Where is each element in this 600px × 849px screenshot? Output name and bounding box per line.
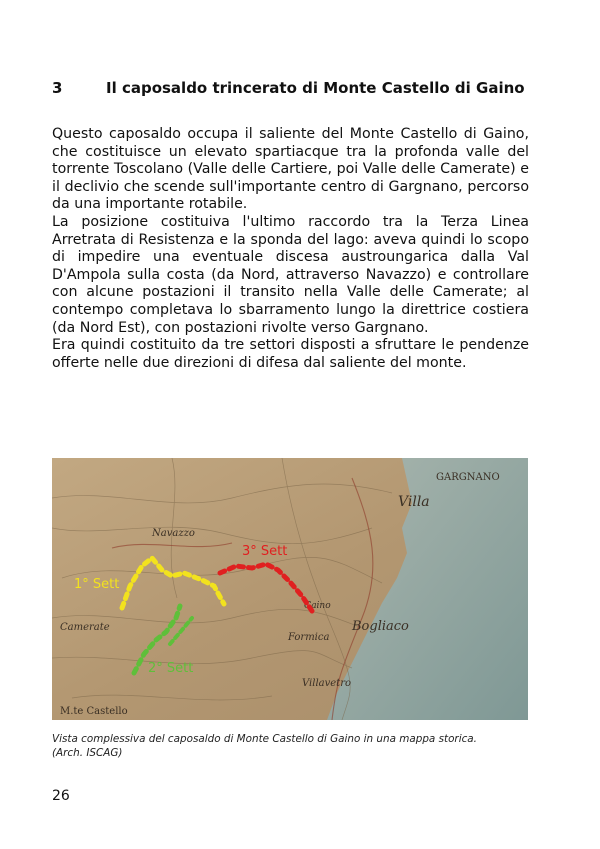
map-label-villa: Villa [398, 494, 430, 510]
historic-map [52, 458, 528, 720]
section-title: Il caposaldo trincerato di Monte Castello di Gaino [106, 79, 525, 97]
section-heading [52, 79, 525, 97]
map-label-castello: M.te Castello [60, 706, 128, 717]
caption-line: Vista complessiva del caposaldo di Monte Castello di Gaino in una mappa storica. [52, 733, 477, 745]
map-label-navazzo: Navazzo [152, 528, 195, 539]
body-text [52, 126, 529, 372]
historic-map-figure [52, 458, 528, 720]
map-label-bogliaco: Bogliaco [352, 619, 409, 634]
map-label-villavetro: Villavetro [302, 678, 351, 689]
map-label-camerate: Camerate [60, 622, 110, 633]
map-label-formica: Formica [288, 632, 330, 643]
caption-credit: (Arch. ISCAG) [52, 747, 123, 759]
paragraph: La posizione costituiva l'ultimo raccordo tra la Terza Linea Arretrata di Resistenza e la sponda del lago: aveva quindi lo scopo di impedire una eventuale discesa austroungarica dalla Val D'Ampola sulla costa (da Nord, attraverso Navazzo) e controllare con alcune postazioni il transito nella Valle delle Camerate; al contempo completava lo sbarramento lungo la direttrice costiera (da Nord Est), con postazioni rivolte verso Gargnano. [52, 213, 529, 336]
section-number: 3 [52, 79, 63, 97]
paragraph: Era quindi costituito da tre settori disposti a sfruttare le pendenze offerte nelle due direzioni di difesa dal saliente del monte. [52, 337, 529, 371]
map-label-gaino: Gaino [304, 601, 331, 611]
sector-2-label: 2° Sett [148, 661, 194, 676]
page-number: 26 [52, 788, 70, 804]
figure-caption [52, 732, 532, 760]
paragraph: Questo caposaldo occupa il saliente del Monte Castello di Gaino, che costituisce un elevato spartiacque tra la profonda valle del torrente Toscolano (Valle delle Cartiere, poi Valle delle Camerate) e il declivio che scende sull'importante centro di Gargnano, percorso da una importante rotabile. [52, 126, 529, 213]
sector-1-label: 1° Sett [74, 577, 120, 592]
sector-3-label: 3° Sett [242, 544, 288, 559]
map-label-gargnano: GARGNANO [436, 472, 500, 483]
